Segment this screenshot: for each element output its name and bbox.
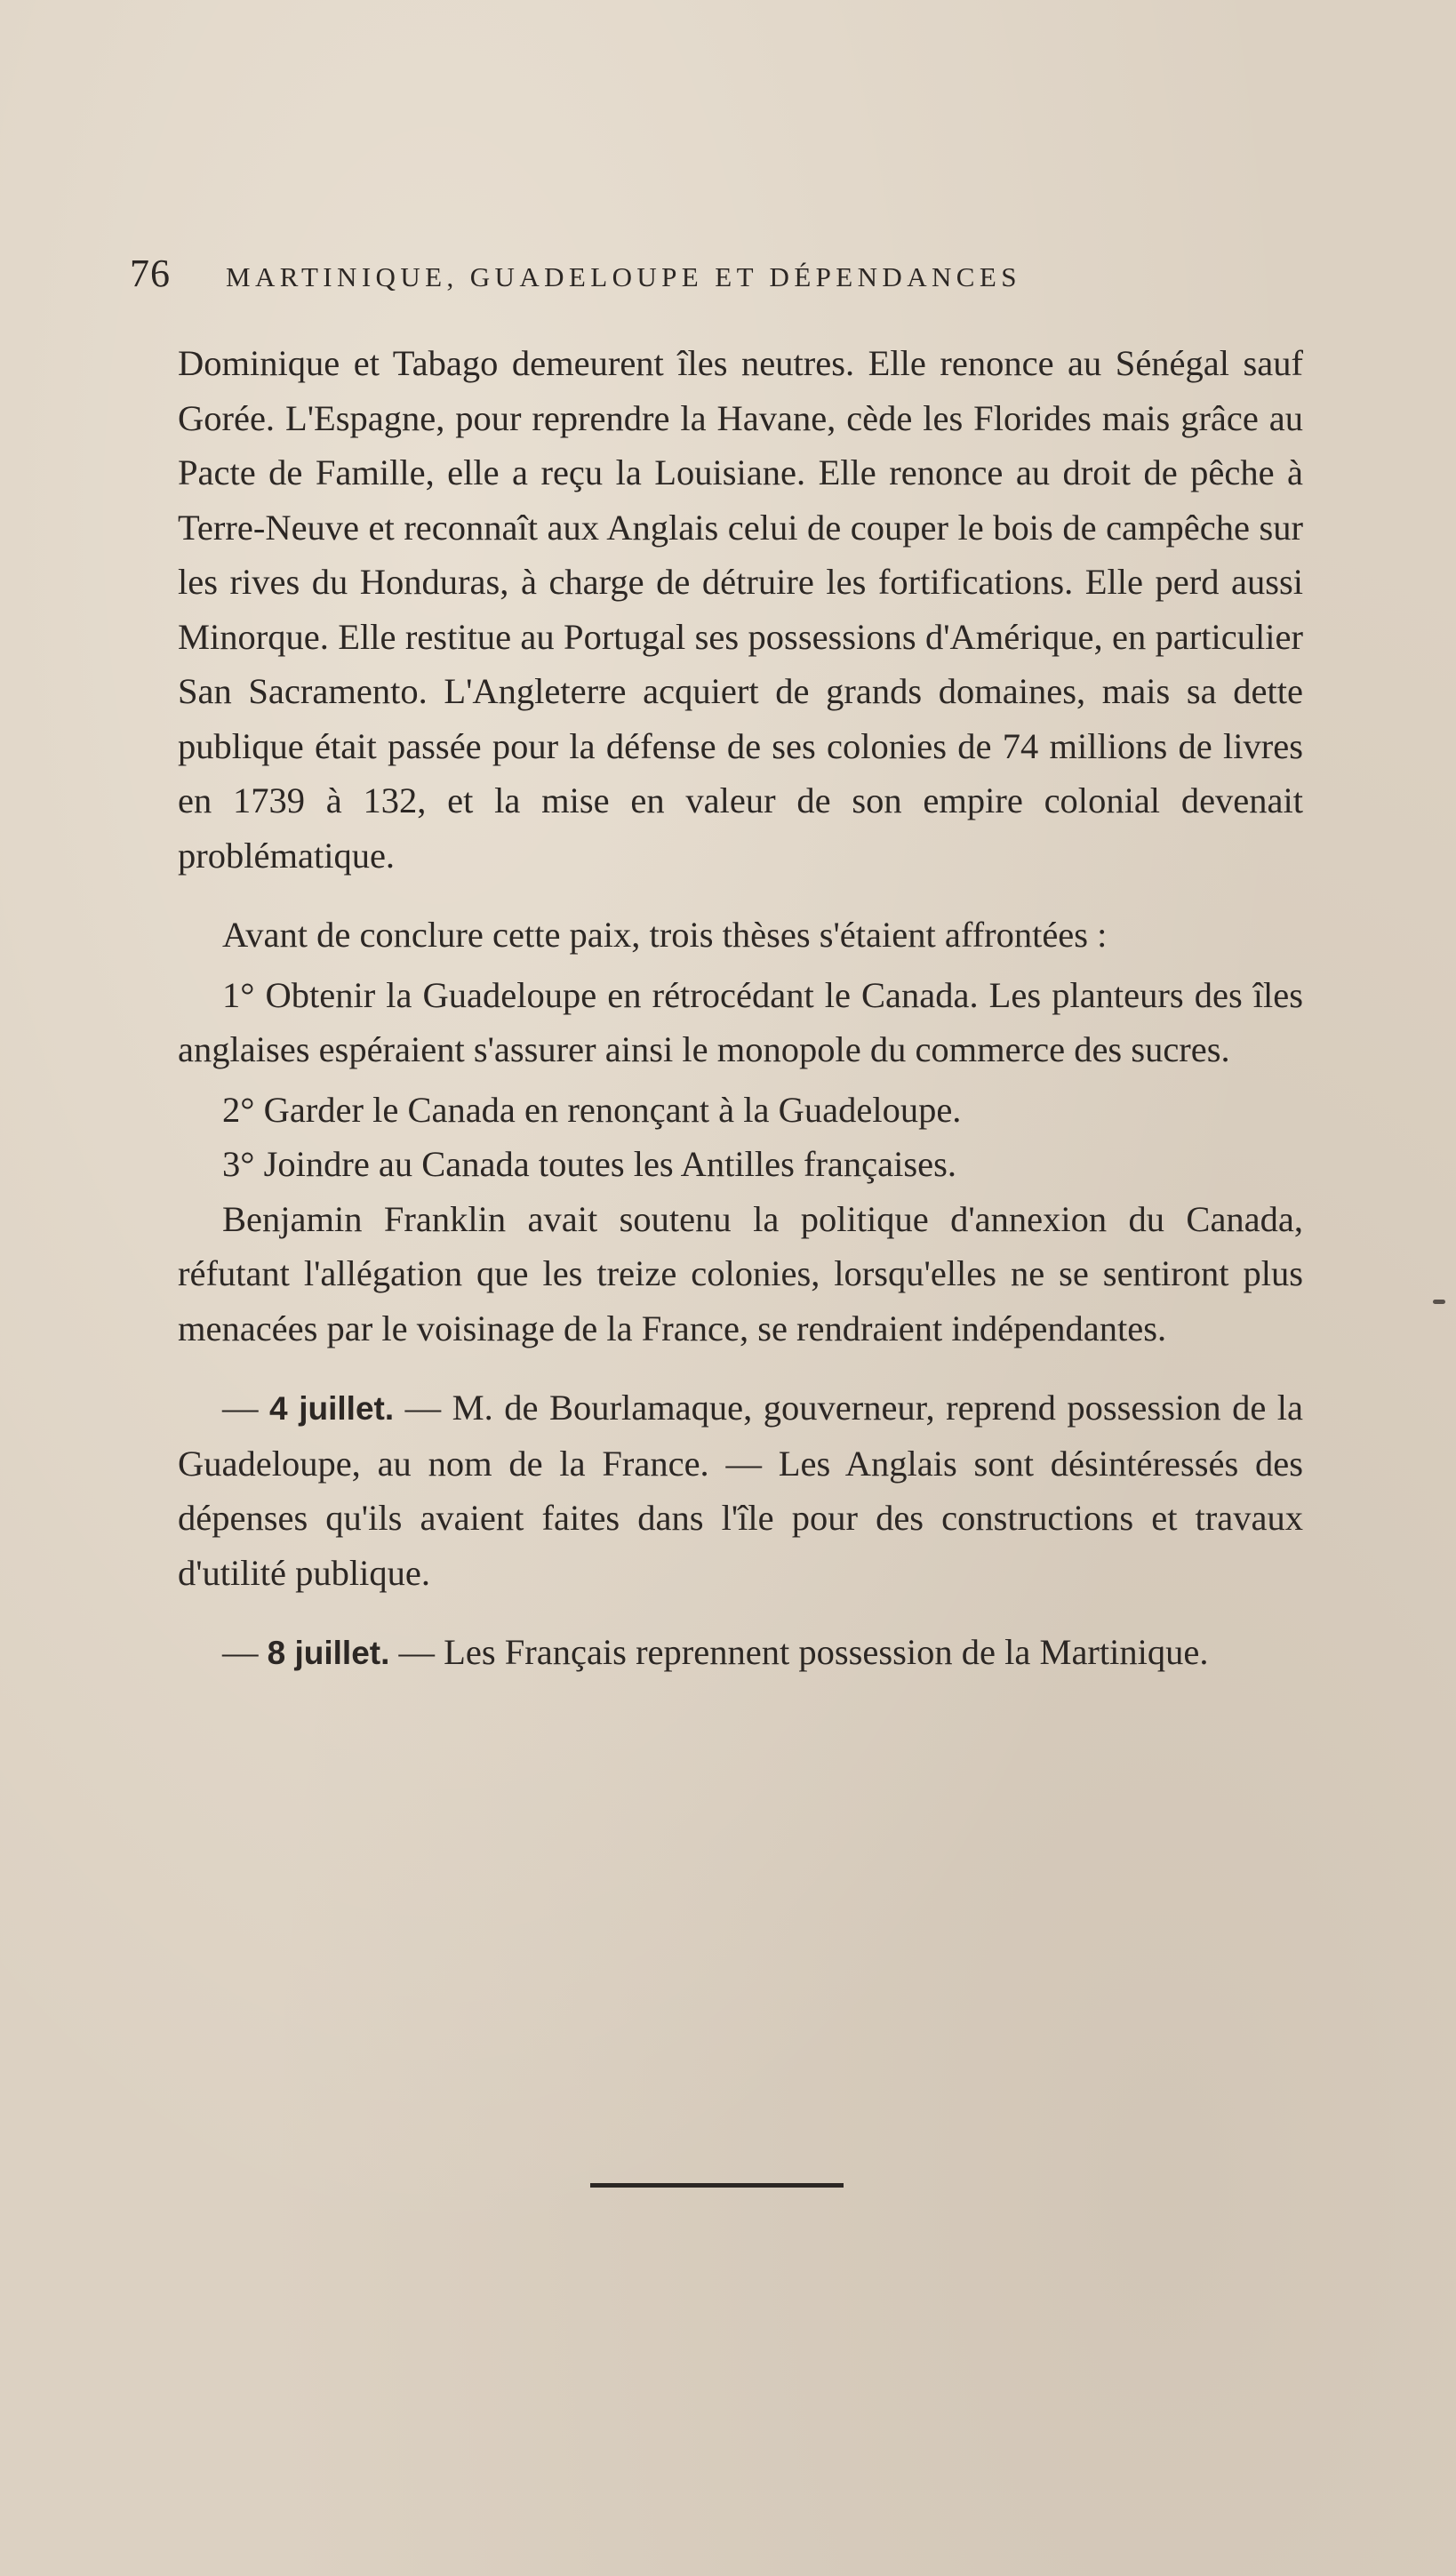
body-text: [178, 336, 1303, 1681]
paragraph-thesis-2: 2° Garder le Canada en renonçant à la Guadeloupe.: [222, 1089, 962, 1130]
entry-text: M. de Bourlamaque, gouverneur, reprend possession de la Guadeloupe, au nom de la France. — Les Anglais sont désintéressés des dépenses qu'ils avaient faites dans l'île pour des constructions et travaux d'utilité publique.: [178, 1388, 1304, 1593]
paper-speck: [1433, 1300, 1445, 1304]
entry-date: 4 juillet.: [269, 1390, 395, 1427]
running-head: [130, 251, 1303, 304]
end-rule: [590, 2183, 844, 2188]
paragraph-franklin: Benjamin Franklin avait soutenu la politique d'annexion du Canada, réfutant l'allégation que les treize colonies, lorsqu'elles ne se sentiront plus menacées par le voisinage de la France, se rendraient indépendantes.: [178, 1198, 1303, 1348]
paragraph-treaty-terms: Dominique et Tabago demeurent îles neutres. Elle renonce au Sénégal sauf Gorée. L'Espagne, pour reprendre la Havane, cède les Florides mais grâce au Pacte de Famille, elle a reçu la Louisiane. Elle renonce au droit de pêche à Terre-Neuve et reconnaît aux Anglais celui de couper le bois de campêche sur les rives du Honduras, à charge de détruire les fortifications. Elle perd aussi Minorque. Elle restitue au Portugal ses possessions d'Amérique, en particulier San Sacramento. L'Angleterre acquiert de grands domaines, mais sa dette publique était passée pour la défense de ses colonies de 74 millions de livres en 1739 à 132, et la mise en valeur de son empire colonial devenait problématique.: [178, 343, 1303, 876]
paragraph-thesis-3: 3° Joindre au Canada toutes les Antilles françaises.: [222, 1144, 956, 1184]
entry-8-juillet: — 8 juillet. — Les Français reprennent possession de la Martinique.: [222, 1632, 1209, 1672]
entry-date: 8 juillet.: [267, 1635, 390, 1671]
paragraph-three-theses: Avant de conclure cette paix, trois thèses s'étaient affrontées :: [222, 915, 1108, 955]
entry-4-juillet: — 4 juillet. — M. de Bourlamaque, gouverneur, reprend possession de la Guadeloupe, au nom de la France. — Les Anglais sont désintéressés des dépenses qu'ils avaient faites dans l'île pour des constructions et travaux d'utilité publique.: [178, 1388, 1304, 1593]
running-title: MARTINIQUE, GUADELOUPE ET DÉPENDANCES: [226, 261, 1021, 292]
page-number: 76: [130, 252, 171, 295]
entry-text: Les Français reprennent possession de la Martinique.: [444, 1632, 1209, 1672]
paragraph-thesis-1: 1° Obtenir la Guadeloupe en rétrocédant le Canada. Les planteurs des îles anglaises espéraient s'assurer ainsi le monopole du commerce des sucres.: [178, 974, 1303, 1069]
